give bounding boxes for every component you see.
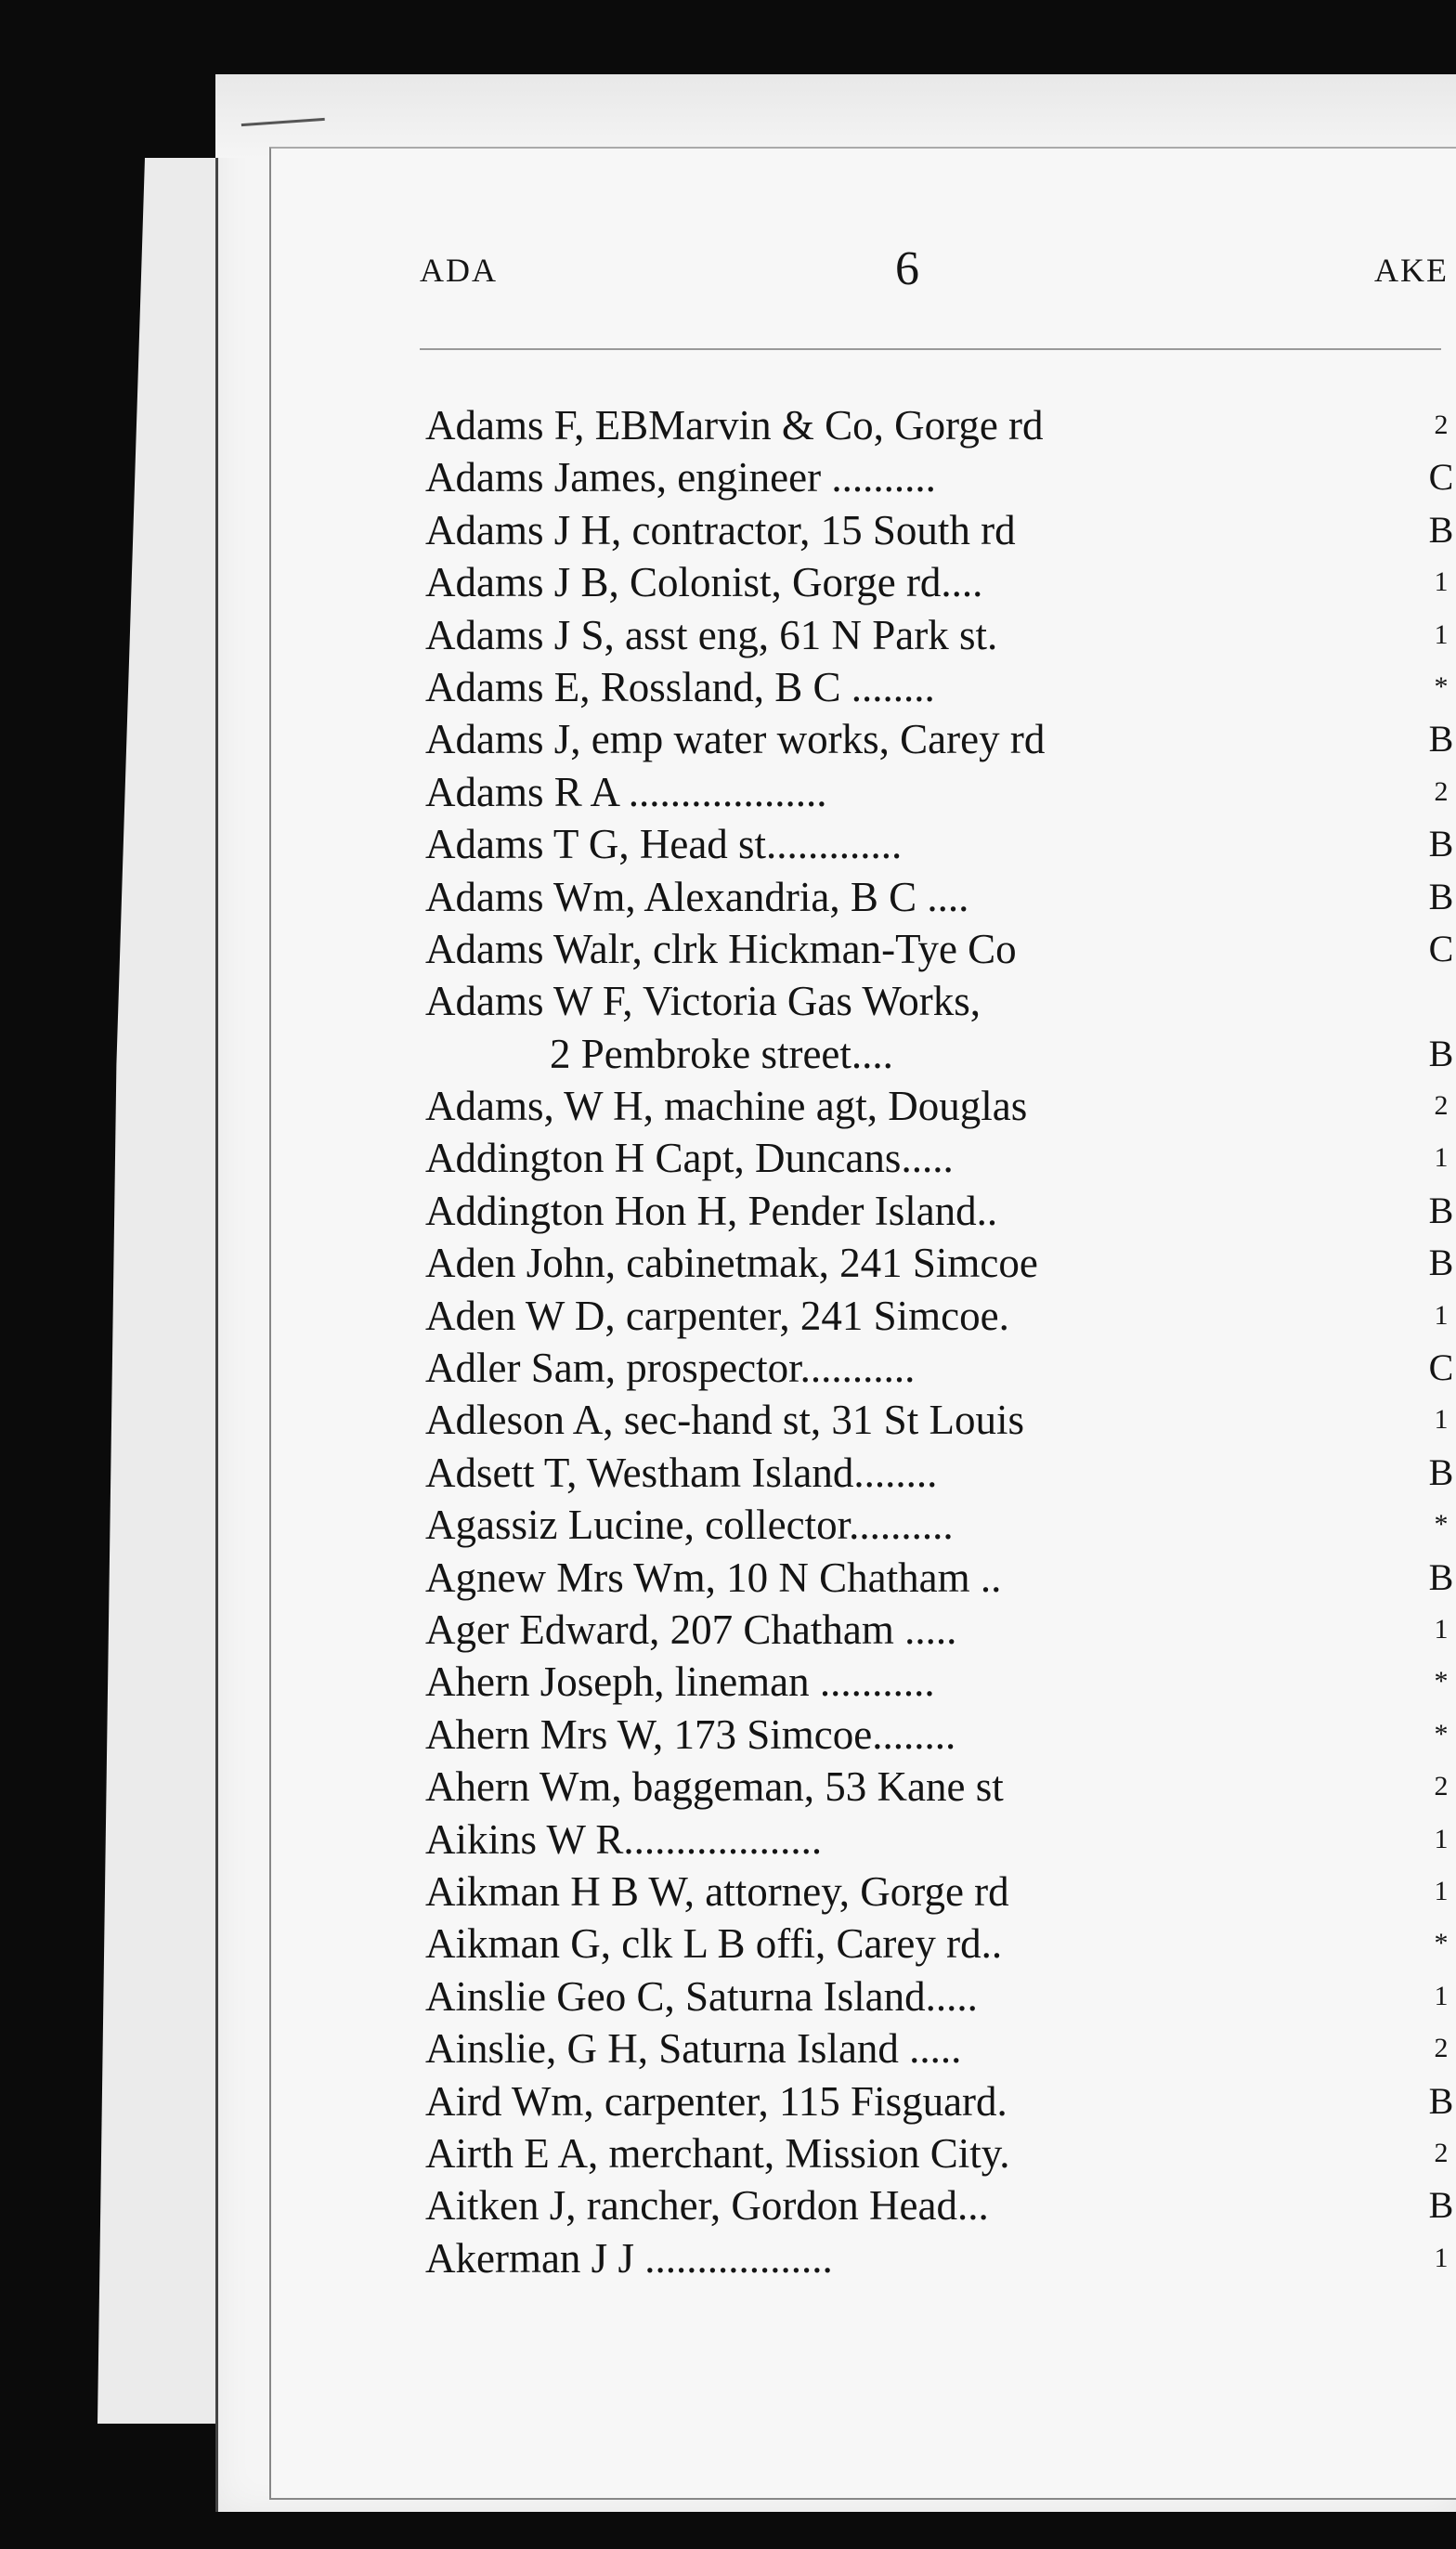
entry-code: *: [1434, 1718, 1449, 1749]
directory-entry: [271, 1342, 1456, 1394]
directory-entry: [271, 2127, 1456, 2179]
directory-entry: [271, 1447, 1456, 1499]
entry-text: Aitken J, rancher, Gordon Head...: [425, 2182, 989, 2230]
directory-entry: [271, 504, 1456, 556]
entry-code: B: [1428, 1242, 1454, 1284]
entry-text: Adams James, engineer ..........: [425, 454, 936, 501]
directory-entry: [271, 818, 1456, 870]
page-top-edge: [215, 74, 1456, 158]
directory-entry: [271, 1028, 1456, 1080]
entry-text: Ahern Wm, baggeman, 53 Kane st: [425, 1763, 1004, 1811]
entry-text: Ager Edward, 207 Chatham .....: [425, 1606, 957, 1653]
entry-text: Adams T G, Head st.............: [425, 821, 903, 868]
entry-code: B: [1428, 1189, 1454, 1231]
directory-entry: [271, 1761, 1456, 1813]
header-last-word: AKE: [1374, 252, 1449, 289]
page-content-frame: [269, 147, 1456, 2500]
entry-text: Adams Walr, clrk Hickman-Tye Co: [425, 925, 1017, 972]
entry-text: Adams E, Rossland, B C ........: [425, 663, 935, 710]
directory-entry: [271, 1237, 1456, 1289]
entry-code: 1: [1434, 1980, 1449, 2011]
entry-text: Adams J, emp water works, Carey rd: [425, 716, 1046, 763]
entry-text: Ahern Joseph, lineman ...........: [425, 1658, 935, 1706]
directory-entry: [271, 713, 1456, 765]
entry-text: Adsett T, Westham Island........: [425, 1449, 938, 1496]
entry-text: Adams J B, Colonist, Gorge rd....: [425, 559, 983, 606]
entry-code: 1: [1434, 1299, 1449, 1331]
entry-text: Aden W D, carpenter, 241 Simcoe.: [425, 1292, 1009, 1339]
entry-code: 1: [1434, 1823, 1449, 1854]
entry-code: C: [1428, 1346, 1454, 1389]
entry-code: 1: [1434, 1404, 1449, 1436]
entry-text: Adams, W H, machine agt, Douglas: [425, 1083, 1028, 1130]
entry-text: Adams J S, asst eng, 61 N Park st.: [425, 611, 998, 658]
directory-entries: [271, 399, 1456, 2284]
directory-entry: [271, 923, 1456, 975]
entry-text: Aikman H B W, attorney, Gorge rd: [425, 1867, 1009, 1915]
entry-text: Adams Wm, Alexandria, B C ....: [425, 873, 969, 920]
directory-entry: [271, 1552, 1456, 1604]
entry-text: Agassiz Lucine, collector..........: [425, 1502, 954, 1549]
directory-entry: [271, 1290, 1456, 1342]
directory-entry: [271, 1132, 1456, 1184]
directory-entry: [271, 661, 1456, 713]
directory-entry: [271, 2232, 1456, 2284]
header-rule: [420, 348, 1441, 350]
entry-code: 1: [1434, 566, 1449, 598]
entry-code: *: [1434, 1509, 1449, 1541]
entry-text: Aikman G, clk L B offi, Carey rd..: [425, 1920, 1003, 1968]
directory-entry: [271, 1604, 1456, 1656]
entry-code: 1: [1434, 618, 1449, 650]
entry-code: B: [1428, 875, 1454, 917]
directory-entry: [271, 2075, 1456, 2127]
entry-code: 2: [1434, 2033, 1449, 2064]
entry-code: C: [1428, 927, 1454, 969]
directory-entry: [271, 1709, 1456, 1761]
entry-text: Ahern Mrs W, 173 Simcoe........: [425, 1710, 956, 1758]
entry-text: Adams R A ...................: [425, 768, 827, 815]
directory-entry: [271, 871, 1456, 923]
directory-entry: [271, 1394, 1456, 1446]
entry-text: Ainslie, G H, Saturna Island .....: [425, 2025, 962, 2073]
directory-entry: [271, 609, 1456, 661]
running-header: [271, 241, 1456, 297]
entry-code: 1: [1434, 1875, 1449, 1906]
directory-entry: [271, 2022, 1456, 2074]
directory-entry: [271, 1080, 1456, 1132]
directory-entry: [271, 1499, 1456, 1551]
entry-code: 2: [1434, 1771, 1449, 1802]
entry-code: B: [1428, 508, 1454, 551]
entry-text: Ainslie Geo C, Saturna Island.....: [425, 1972, 978, 2020]
entry-text: Adleson A, sec-hand st, 31 St Louis: [425, 1397, 1024, 1444]
entry-code: B: [1428, 2079, 1454, 2122]
directory-entry: [271, 399, 1456, 451]
entry-text: 2 Pembroke street....: [550, 1030, 893, 1077]
entry-text: Aird Wm, carpenter, 115 Fisguard.: [425, 2077, 1008, 2125]
directory-entry: [271, 1970, 1456, 2022]
entry-text: Aikins W R...................: [425, 1815, 823, 1863]
entry-text: Akerman J J ..................: [425, 2234, 833, 2282]
entry-code: B: [1428, 1032, 1454, 1074]
directory-entry: [271, 1656, 1456, 1708]
entry-code: 1: [1434, 2242, 1449, 2273]
entry-text: Addington H Capt, Duncans.....: [425, 1135, 954, 1182]
entry-code: C: [1428, 456, 1454, 499]
entry-code: *: [1434, 670, 1449, 702]
directory-entry: [271, 1185, 1456, 1237]
entry-code: B: [1428, 718, 1454, 761]
header-first-word: ADA: [420, 252, 498, 289]
page-number: 6: [895, 242, 921, 295]
entry-code: 1: [1434, 1613, 1449, 1645]
entry-code: B: [1428, 2184, 1454, 2227]
directory-entry: [271, 766, 1456, 818]
entry-text: Adams F, EBMarvin & Co, Gorge rd: [425, 402, 1044, 449]
entry-text: Adams J H, contractor, 15 South rd: [425, 506, 1016, 553]
entry-code: B: [1428, 1450, 1454, 1493]
entry-code: 2: [1434, 410, 1449, 440]
entry-text: Adler Sam, prospector...........: [425, 1345, 916, 1392]
directory-entry: [271, 451, 1456, 503]
entry-code: 1: [1434, 1142, 1449, 1174]
entry-code: 2: [1434, 775, 1449, 807]
entry-text: Adams W F, Victoria Gas Works,: [425, 978, 981, 1025]
entry-code: *: [1434, 1666, 1449, 1697]
entry-code: B: [1428, 823, 1454, 865]
entry-code: 2: [1434, 1090, 1449, 1122]
entry-code: *: [1434, 1928, 1449, 1959]
entry-text: Airth E A, merchant, Mission City.: [425, 2129, 1010, 2177]
entry-code: 2: [1434, 2137, 1449, 2168]
entry-text: Agnew Mrs Wm, 10 N Chatham ..: [425, 1554, 1002, 1601]
directory-entry: [271, 1866, 1456, 1918]
entry-text: Addington Hon H, Pender Island..: [425, 1187, 998, 1234]
directory-entry: [271, 556, 1456, 608]
directory-entry: [271, 1814, 1456, 1866]
entry-code: B: [1428, 1555, 1454, 1598]
directory-entry: [271, 975, 1456, 1027]
directory-entry: [271, 2179, 1456, 2231]
entry-text: Aden John, cabinetmak, 241 Simcoe: [425, 1240, 1038, 1287]
directory-entry: [271, 1918, 1456, 1970]
